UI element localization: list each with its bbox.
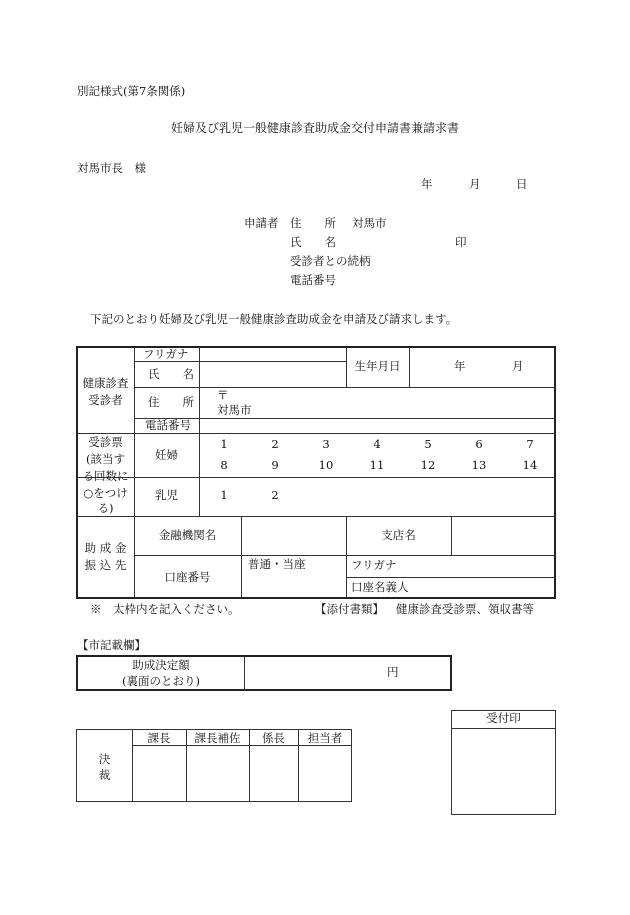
infant-count[interactable]: 2	[271, 488, 279, 502]
pregnant-count[interactable]: 14	[522, 458, 538, 472]
document-title: 妊婦及び乳児一般健康診査助成金交付申請書兼請求書	[170, 121, 459, 135]
account-number-label: 口座番号	[164, 570, 211, 584]
account-furigana-label: フリガナ	[351, 558, 397, 572]
birth-year-label: 年	[454, 359, 466, 373]
phone-label: 電話番号	[145, 418, 191, 432]
reception-stamp-label: 受付印	[486, 711, 521, 725]
pregnant-count[interactable]: 7	[526, 437, 534, 451]
approval-label-2: 裁	[98, 768, 111, 782]
pregnant-count[interactable]: 8	[220, 458, 228, 472]
applicant-address-label: 住 所	[290, 216, 336, 230]
city-section-label: 【市記載欄】	[77, 638, 146, 652]
ticket-group-label: 受診票	[88, 435, 123, 449]
yen-unit: 円	[387, 665, 399, 679]
postal-mark: 〒	[217, 388, 229, 402]
birth-month-label: 月	[512, 359, 524, 373]
form-reference: 別記様式(第7条関係)	[77, 84, 186, 98]
examinee-group-label: 健康診査	[82, 376, 129, 390]
application-table	[76, 346, 556, 599]
grant-amount-sublabel: (裏面のとおり)	[122, 674, 200, 688]
account-holder-label: 口座名義人	[351, 580, 409, 594]
transfer-group-label-2: 振 込 先	[84, 558, 127, 572]
pregnant-count[interactable]: 11	[369, 458, 385, 472]
account-type-label: 普通・当座	[248, 557, 306, 571]
date-month-label: 月	[469, 177, 481, 191]
branch-name-label: 支店名	[381, 528, 416, 542]
approval-column-header: 課長	[147, 731, 171, 745]
pregnant-count[interactable]: 2	[271, 437, 279, 451]
pregnant-count[interactable]: 13	[471, 458, 487, 472]
date-year-label: 年	[421, 177, 433, 191]
bank-name-label: 金融機関名	[158, 528, 217, 542]
fill-note: ※ 太枠内を記入ください。	[90, 602, 240, 616]
pregnant-count[interactable]: 9	[271, 458, 279, 472]
ticket-group-label-5: る)	[97, 501, 114, 515]
attachment-label: 【添付書類】	[315, 602, 384, 616]
applicant-label: 申請者	[244, 216, 279, 230]
infant-count[interactable]: 1	[220, 488, 228, 502]
infant-label: 乳児	[155, 488, 178, 502]
applicant-phone-label: 電話番号	[290, 273, 336, 287]
relation-label: 受診者との続柄	[290, 254, 371, 268]
ticket-group-label-2: (該当す	[86, 452, 125, 466]
examinee-group-label-2: 受診者	[88, 393, 123, 407]
pregnant-count[interactable]: 6	[475, 437, 483, 451]
pregnant-count[interactable]: 4	[373, 437, 381, 451]
date-day-label: 日	[516, 177, 528, 191]
pregnant-count[interactable]: 5	[424, 437, 432, 451]
pregnant-label: 妊婦	[155, 448, 178, 462]
ticket-group-label-3: る回数に	[82, 469, 129, 483]
pregnant-count[interactable]: 10	[318, 458, 334, 472]
address-label: 住 所	[148, 395, 194, 409]
applicant-name-label: 氏 名	[290, 235, 336, 249]
pregnant-count[interactable]: 3	[322, 437, 330, 451]
applicant-address-value: 対馬市	[352, 216, 387, 230]
approval-column-header: 担当者	[307, 731, 343, 745]
ticket-group-label-4: ○をつけ	[83, 486, 128, 500]
addressee: 対馬市長 様	[77, 161, 146, 175]
address-value: 対馬市	[217, 403, 252, 417]
approval-label: 決	[98, 752, 111, 766]
name-label: 氏 名	[148, 367, 194, 381]
grant-amount-label: 助成決定額	[132, 658, 190, 672]
birthdate-label: 生年月日	[354, 359, 401, 373]
transfer-group-label: 助 成 金	[84, 541, 127, 555]
seal-mark: 印	[455, 235, 467, 249]
reception-stamp-box	[451, 710, 556, 815]
approval-column-header: 係長	[262, 731, 285, 745]
approval-column-header: 課長補佐	[194, 731, 241, 745]
statement-text: 下記のとおり妊婦及び乳児一般健康診査助成金を申請及び請求します。	[90, 312, 458, 326]
pregnant-count[interactable]: 12	[420, 458, 436, 472]
attachment-docs: 健康診査受診票、領収書等	[396, 602, 534, 616]
furigana-label: フリガナ	[143, 347, 189, 361]
pregnant-count[interactable]: 1	[220, 437, 228, 451]
